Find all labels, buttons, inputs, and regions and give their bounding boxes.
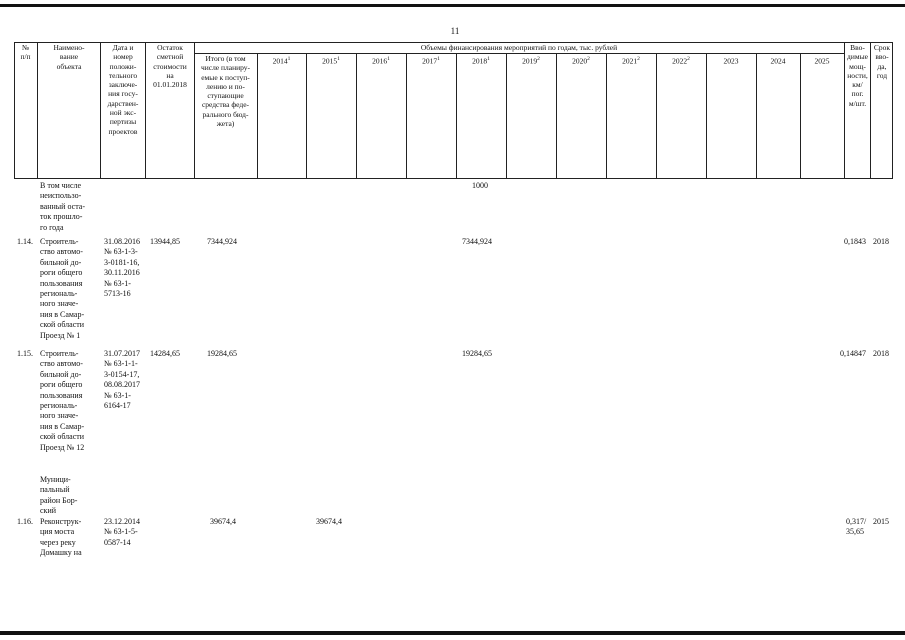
header-num: № п/п: [20, 43, 31, 62]
header-year-2020: 2020$^2$: [572, 56, 590, 66]
row-4-date: 23.12.2014 № 63-1-5- 0587-14: [104, 517, 140, 547]
header-year-2014: 2014$^1$: [272, 56, 291, 66]
row-1-term: 2018: [873, 237, 889, 246]
row-2-remainder: 14284,65: [150, 349, 180, 358]
header-name: Наимено- вание объекта: [53, 43, 85, 71]
row-0-2018: 1000: [472, 181, 488, 190]
row-2-total: 19284,65: [207, 349, 237, 358]
header-year-2021: 2021$^2$: [622, 56, 640, 66]
header-year-2023: 2023: [723, 56, 739, 66]
row-4-total: 39674,4: [210, 517, 236, 526]
row-1-2018: 7344,924: [462, 237, 492, 246]
row-4-term: 2015: [873, 517, 889, 526]
row-2-date: 31.07.2017 № 63-1-1- 3-0154-17, 08.08.2017 № 63-1- 6164-17: [104, 349, 140, 411]
header-year-2019: 2019$^2$: [522, 56, 540, 66]
header-year-2022: 2022$^2$: [672, 56, 690, 66]
row-1-capacity: 0,1843: [844, 237, 866, 246]
row-2-2018: 19284,65: [462, 349, 492, 358]
row-4-capacity: 0,317/ 35,65: [846, 517, 867, 537]
row-1-total: 7344,924: [207, 237, 237, 246]
header-year-2015: 2015$^1$: [322, 56, 340, 66]
row-4-name: Реконструк- ция моста через реку Домашку на: [40, 517, 82, 558]
row-2-capacity: 0,14847: [840, 349, 866, 358]
header-year-2024: 2024: [770, 56, 786, 66]
header-date: Дата и номер положи- тельного заключе- ния госу- дарствен- ной экс- пертизы проектов: [107, 43, 139, 136]
header-term: Срок вво- да, год: [873, 43, 891, 80]
header-capacity: Вво- димые мощ- ности, км/ пог. м/шт.: [847, 43, 868, 108]
page-number: 11: [450, 26, 460, 36]
row-4-num: 1.16.: [17, 517, 33, 526]
header-year-2018: 2018$^1$: [472, 56, 490, 66]
header-funding-group: Объемы финансирования мероприятий по годам, тыс. рублей: [420, 43, 618, 52]
row-1-name: Строитель- ство автомо- бильной до- роги общего пользования региональ- ного значе- ния в Самар- ской области Проезд № 1: [40, 237, 85, 340]
header-year-2016: 2016$^1$: [372, 56, 390, 66]
header-year-2017: 2017$^1$: [422, 56, 440, 66]
row-2-num: 1.15.: [17, 349, 33, 358]
row-1-remainder: 13944,85: [150, 237, 180, 246]
row-1-date: 31.08.2016 № 63-1-3- 3-0181-16, 30.11.2016 № 63-1- 5713-16: [104, 237, 140, 299]
top-rule: [0, 4, 905, 7]
header-year-2025: 2025: [814, 56, 830, 66]
row-4-2015: 39674,4: [316, 517, 342, 526]
bottom-rule: [0, 631, 905, 635]
header-total: Итого (в том числе планиру- емые к поступ- лению и по- ступающие средства феде- рального бюд- жета): [200, 54, 251, 129]
row-1-num: 1.14.: [17, 237, 33, 246]
row-0-name: В том числе неиспользо- ванный оста- ток прошло- го года: [40, 181, 85, 232]
row-2-name: Строитель- ство автомо- бильной до- роги общего пользования региональ- ного значе- ния в Самар- ской области Проезд № 12: [40, 349, 85, 452]
header-remainder: Остаток сметной стоимости на 01.01.2018: [153, 43, 187, 90]
row-2-term: 2018: [873, 349, 889, 358]
row-3-name: Муници- пальный район Бор- ский: [40, 475, 78, 516]
